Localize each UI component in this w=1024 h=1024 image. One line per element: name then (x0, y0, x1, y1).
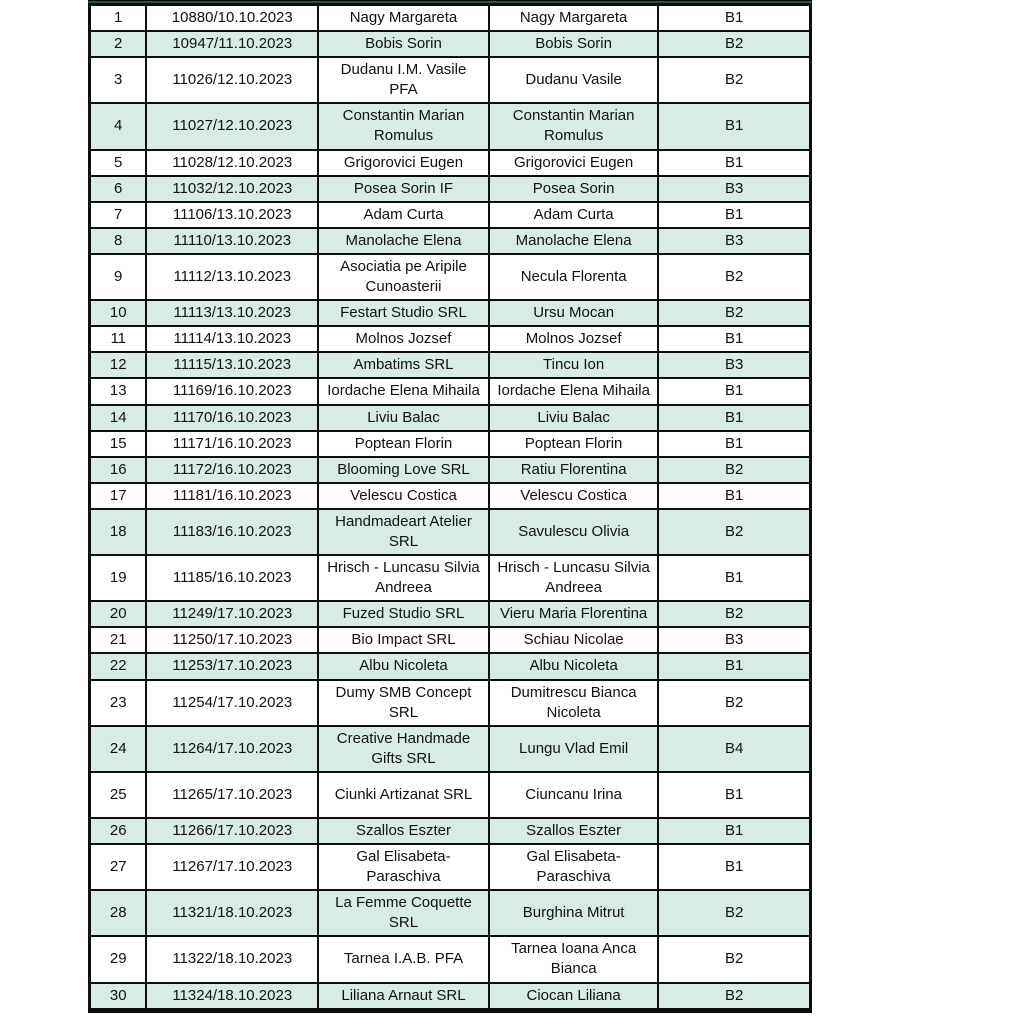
applicant-name-cell: Dudanu I.M. Vasile PFA (318, 57, 489, 103)
table-row (90, 509, 811, 555)
representative-name-cell: Szallos Eszter (489, 818, 658, 844)
category-code-cell: B2 (658, 890, 810, 936)
row-number-cell: 23 (90, 680, 147, 726)
table-row (90, 457, 811, 483)
category-code-cell: B2 (658, 509, 810, 555)
row-number-cell: 2 (90, 31, 147, 57)
row-number-cell: 17 (90, 483, 147, 509)
row-number-cell: 20 (90, 601, 147, 627)
partial-cell (658, 1009, 810, 1012)
row-number-cell: 6 (90, 176, 147, 202)
category-code-cell: B2 (658, 457, 810, 483)
representative-name-cell: Molnos Jozsef (489, 326, 658, 352)
representative-name-cell: Ursu Mocan (489, 300, 658, 326)
representative-name-cell: Nagy Margareta (489, 5, 658, 32)
table-row (90, 601, 811, 627)
category-code-cell: B2 (658, 983, 810, 1009)
registration-number-cell: 11106/13.10.2023 (146, 202, 318, 228)
table-row (90, 254, 811, 300)
row-number-cell: 30 (90, 983, 147, 1009)
registration-number-cell: 11171/16.10.2023 (146, 431, 318, 457)
table-row (90, 326, 811, 352)
registration-number-cell: 11324/18.10.2023 (146, 983, 318, 1009)
category-code-cell: B1 (658, 326, 810, 352)
representative-name-cell: Constantin Marian Romulus (489, 103, 658, 149)
representative-name-cell: Dudanu Vasile (489, 57, 658, 103)
applicant-name-cell: Hrisch - Luncasu Silvia Andreea (318, 555, 489, 601)
applicant-name-cell: Blooming Love SRL (318, 457, 489, 483)
registration-number-cell: 11032/12.10.2023 (146, 176, 318, 202)
registration-number-cell: 11110/13.10.2023 (146, 228, 318, 254)
registration-number-cell: 11264/17.10.2023 (146, 726, 318, 772)
row-number-cell: 7 (90, 202, 147, 228)
registration-number-cell: 11321/18.10.2023 (146, 890, 318, 936)
registration-number-cell: 11249/17.10.2023 (146, 601, 318, 627)
representative-name-cell: Manolache Elena (489, 228, 658, 254)
applicant-name-cell: Handmadeart Atelier SRL (318, 509, 489, 555)
registration-number-cell: 11028/12.10.2023 (146, 150, 318, 176)
applicant-name-cell: Poptean Florin (318, 431, 489, 457)
table-row (90, 772, 811, 818)
table-row (90, 627, 811, 653)
applicant-name-cell: Molnos Jozsef (318, 326, 489, 352)
applicant-name-cell: Liliana Arnaut SRL (318, 983, 489, 1009)
document-page (88, 0, 812, 1013)
applicant-name-cell: Albu Nicoleta (318, 653, 489, 679)
applicant-name-cell: Adam Curta (318, 202, 489, 228)
category-code-cell: B1 (658, 483, 810, 509)
category-code-cell: B3 (658, 228, 810, 254)
partial-next-row-body (90, 1009, 811, 1012)
applicant-name-cell: Velescu Costica (318, 483, 489, 509)
row-number-cell: 28 (90, 890, 147, 936)
representative-name-cell: Adam Curta (489, 202, 658, 228)
applicant-name-cell: Creative Handmade Gifts SRL (318, 726, 489, 772)
row-number-cell: 11 (90, 326, 147, 352)
row-number-cell: 12 (90, 352, 147, 378)
category-code-cell: B1 (658, 378, 810, 404)
registration-number-cell: 11267/17.10.2023 (146, 844, 318, 890)
registry-table (88, 3, 812, 1013)
applicant-name-cell: Asociatia pe Aripile Cunoasterii (318, 254, 489, 300)
table-row (90, 555, 811, 601)
applicant-name-cell: Iordache Elena Mihaila (318, 378, 489, 404)
registration-number-cell: 11115/13.10.2023 (146, 352, 318, 378)
registration-number-cell: 11112/13.10.2023 (146, 254, 318, 300)
category-code-cell: B1 (658, 555, 810, 601)
category-code-cell: B2 (658, 31, 810, 57)
applicant-name-cell: Constantin Marian Romulus (318, 103, 489, 149)
row-number-cell: 24 (90, 726, 147, 772)
table-row (90, 483, 811, 509)
registration-number-cell: 11172/16.10.2023 (146, 457, 318, 483)
row-number-cell: 9 (90, 254, 147, 300)
table-row (90, 5, 811, 32)
registration-number-cell: 11266/17.10.2023 (146, 818, 318, 844)
representative-name-cell: Velescu Costica (489, 483, 658, 509)
registration-number-cell: 11027/12.10.2023 (146, 103, 318, 149)
registration-number-cell: 11185/16.10.2023 (146, 555, 318, 601)
partial-next-row (90, 1009, 811, 1012)
category-code-cell: B1 (658, 150, 810, 176)
representative-name-cell: Vieru Maria Florentina (489, 601, 658, 627)
category-code-cell: B1 (658, 772, 810, 818)
representative-name-cell: Gal Elisabeta-Paraschiva (489, 844, 658, 890)
table-row (90, 431, 811, 457)
category-code-cell: B2 (658, 300, 810, 326)
table-row (90, 103, 811, 149)
applicant-name-cell: Ciunki Artizanat SRL (318, 772, 489, 818)
registration-number-cell: 10947/11.10.2023 (146, 31, 318, 57)
table-row (90, 57, 811, 103)
row-number-cell: 29 (90, 936, 147, 982)
category-code-cell: B4 (658, 726, 810, 772)
row-number-cell: 10 (90, 300, 147, 326)
registration-number-cell: 10880/10.10.2023 (146, 5, 318, 32)
table-body (90, 5, 811, 1009)
row-number-cell: 1 (90, 5, 147, 32)
category-code-cell: B2 (658, 680, 810, 726)
row-number-cell: 13 (90, 378, 147, 404)
table-row (90, 202, 811, 228)
applicant-name-cell: Festart Studio SRL (318, 300, 489, 326)
category-code-cell: B2 (658, 254, 810, 300)
partial-cell (318, 1009, 489, 1012)
applicant-name-cell: Grigorovici Eugen (318, 150, 489, 176)
table-row (90, 653, 811, 679)
table-row (90, 680, 811, 726)
table-row (90, 936, 811, 982)
row-number-cell: 4 (90, 103, 147, 149)
registration-number-cell: 11265/17.10.2023 (146, 772, 318, 818)
row-number-cell: 5 (90, 150, 147, 176)
applicant-name-cell: La Femme Coquette SRL (318, 890, 489, 936)
row-number-cell: 14 (90, 405, 147, 431)
row-number-cell: 22 (90, 653, 147, 679)
representative-name-cell: Albu Nicoleta (489, 653, 658, 679)
applicant-name-cell: Szallos Eszter (318, 818, 489, 844)
category-code-cell: B1 (658, 103, 810, 149)
representative-name-cell: Necula Florenta (489, 254, 658, 300)
registration-number-cell: 11322/18.10.2023 (146, 936, 318, 982)
row-number-cell: 3 (90, 57, 147, 103)
registration-number-cell: 11253/17.10.2023 (146, 653, 318, 679)
category-code-cell: B1 (658, 818, 810, 844)
representative-name-cell: Schiau Nicolae (489, 627, 658, 653)
registration-number-cell: 11250/17.10.2023 (146, 627, 318, 653)
representative-name-cell: Ratiu Florentina (489, 457, 658, 483)
table-row (90, 150, 811, 176)
table-row (90, 405, 811, 431)
registration-number-cell: 11113/13.10.2023 (146, 300, 318, 326)
category-code-cell: B3 (658, 176, 810, 202)
registration-number-cell: 11169/16.10.2023 (146, 378, 318, 404)
applicant-name-cell: Dumy SMB Concept SRL (318, 680, 489, 726)
applicant-name-cell: Bio Impact SRL (318, 627, 489, 653)
applicant-name-cell: Nagy Margareta (318, 5, 489, 32)
row-number-cell: 15 (90, 431, 147, 457)
category-code-cell: B3 (658, 627, 810, 653)
table-row (90, 228, 811, 254)
representative-name-cell: Posea Sorin (489, 176, 658, 202)
category-code-cell: B1 (658, 844, 810, 890)
representative-name-cell: Iordache Elena Mihaila (489, 378, 658, 404)
row-number-cell: 27 (90, 844, 147, 890)
applicant-name-cell: Ambatims SRL (318, 352, 489, 378)
partial-cell (489, 1009, 658, 1012)
applicant-name-cell: Fuzed Studio SRL (318, 601, 489, 627)
table-row (90, 378, 811, 404)
table-row (90, 352, 811, 378)
applicant-name-cell: Posea Sorin IF (318, 176, 489, 202)
applicant-name-cell: Gal Elisabeta-Paraschiva (318, 844, 489, 890)
applicant-name-cell: Liviu Balac (318, 405, 489, 431)
category-code-cell: B2 (658, 57, 810, 103)
registration-number-cell: 11254/17.10.2023 (146, 680, 318, 726)
category-code-cell: B1 (658, 653, 810, 679)
category-code-cell: B1 (658, 405, 810, 431)
representative-name-cell: Tarnea Ioana Anca Bianca (489, 936, 658, 982)
category-code-cell: B2 (658, 601, 810, 627)
row-number-cell: 19 (90, 555, 147, 601)
representative-name-cell: Poptean Florin (489, 431, 658, 457)
table-row (90, 818, 811, 844)
registration-number-cell: 11183/16.10.2023 (146, 509, 318, 555)
representative-name-cell: Ciuncanu Irina (489, 772, 658, 818)
registration-number-cell: 11170/16.10.2023 (146, 405, 318, 431)
representative-name-cell: Dumitrescu Bianca Nicoleta (489, 680, 658, 726)
representative-name-cell: Savulescu Olivia (489, 509, 658, 555)
table-row (90, 844, 811, 890)
table-row (90, 890, 811, 936)
row-number-cell: 21 (90, 627, 147, 653)
applicant-name-cell: Tarnea I.A.B. PFA (318, 936, 489, 982)
row-number-cell: 25 (90, 772, 147, 818)
representative-name-cell: Liviu Balac (489, 405, 658, 431)
row-number-cell: 8 (90, 228, 147, 254)
registration-number-cell: 11114/13.10.2023 (146, 326, 318, 352)
partial-cell (90, 1009, 147, 1012)
partial-cell (146, 1009, 318, 1012)
table-row (90, 300, 811, 326)
applicant-name-cell: Manolache Elena (318, 228, 489, 254)
representative-name-cell: Lungu Vlad Emil (489, 726, 658, 772)
category-code-cell: B1 (658, 202, 810, 228)
representative-name-cell: Tincu Ion (489, 352, 658, 378)
registration-number-cell: 11026/12.10.2023 (146, 57, 318, 103)
representative-name-cell: Grigorovici Eugen (489, 150, 658, 176)
applicant-name-cell: Bobis Sorin (318, 31, 489, 57)
table-row (90, 983, 811, 1009)
representative-name-cell: Bobis Sorin (489, 31, 658, 57)
registration-number-cell: 11181/16.10.2023 (146, 483, 318, 509)
table-row (90, 726, 811, 772)
representative-name-cell: Burghina Mitrut (489, 890, 658, 936)
category-code-cell: B2 (658, 936, 810, 982)
representative-name-cell: Hrisch - Luncasu Silvia Andreea (489, 555, 658, 601)
category-code-cell: B3 (658, 352, 810, 378)
row-number-cell: 16 (90, 457, 147, 483)
table-row (90, 31, 811, 57)
row-number-cell: 18 (90, 509, 147, 555)
category-code-cell: B1 (658, 5, 810, 32)
table-row (90, 176, 811, 202)
row-number-cell: 26 (90, 818, 147, 844)
category-code-cell: B1 (658, 431, 810, 457)
representative-name-cell: Ciocan Liliana (489, 983, 658, 1009)
